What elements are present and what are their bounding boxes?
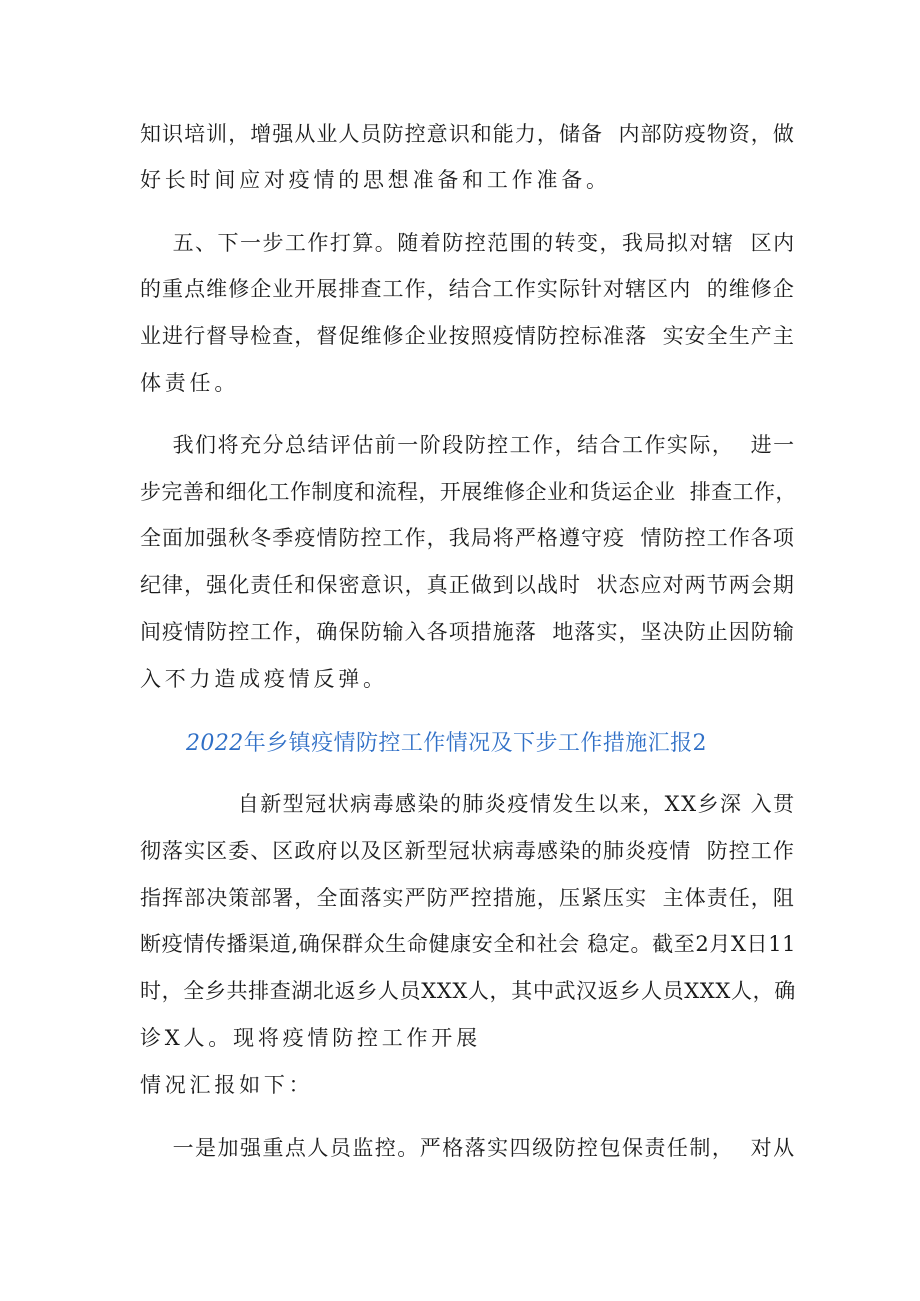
paragraph-3-line-6: 入不力造成疫情反弹。 — [140, 667, 388, 691]
paragraph-2-line-3: 业进行督导检查，督促维修企业按照疫情防控标准落 实安全生产主 — [140, 324, 795, 348]
paragraph-4-line-3: 指挥部决策部署，全面落实严防严控措施，压紧压实 主体责任，阻 — [140, 886, 795, 910]
paragraph-3-line-2: 步完善和细化工作制度和流程，开展维修企业和货运企业 排查工作， — [140, 480, 797, 504]
paragraph-2-line-1: 五、下一步工作打算。随着防控范围的转变，我局拟对辖 区内 — [140, 231, 796, 255]
paragraph-3-line-1: 我们将充分总结评估前一阶段防控工作，结合工作实际， 进一 — [140, 433, 796, 457]
paragraph-4-line-7: 情况汇报如下： — [140, 1073, 314, 1097]
paragraph-3-line-4: 纪律，强化责任和保密意识，真正做到以战时 状态应对两节两会期 — [140, 573, 795, 597]
section-heading-text: 年乡镇疫情防控工作情况及下步工作措施汇报2 — [243, 731, 707, 756]
paragraph-3-line-3: 全面加强秋冬季疫情防控工作，我局将严格遵守疫 情防控工作各项 — [140, 526, 795, 550]
paragraph-2-line-2: 的重点维修企业开展排查工作，结合工作实际针对辖区内 的维修企 — [140, 277, 795, 301]
paragraph-4-line-4: 断疫情传播渠道,确保群众生命健康安全和社会 稳定。截至2月X日11 — [140, 932, 797, 956]
paragraph-4-line-8: 一是加强重点人员监控。严格落实四级防控包保责任制， 对从 — [140, 1136, 796, 1160]
paragraph-1-line-2: 好长时间应对疫情的思想准备和工作准备。 — [140, 168, 611, 192]
paragraph-2-line-4: 体责任。 — [140, 371, 240, 395]
paragraph-4-line-2: 彻落实区委、区政府以及区新型冠状病毒感染的肺炎疫情 防控工作 — [140, 839, 795, 863]
paragraph-3-line-5: 间疫情防控工作，确保防输入各项措施落 地落实，坚决防止因防输 — [140, 620, 795, 644]
paragraph-1-line-1: 知识培训，增强从业人员防控意识和能力，储备 内部防疫物资，做 — [140, 122, 795, 146]
paragraph-4-line-5: 时，全乡共排查湖北返乡人员XXX人，其中武汉返乡人员XXX人，确 — [140, 979, 796, 1003]
section-heading — [186, 730, 707, 758]
paragraph-4-line-1: 自新型冠状病毒感染的肺炎疫情发生以来，XX乡深 入贯 — [140, 792, 796, 816]
paragraph-4-line-6: 诊X人。现将疫情防控工作开展 — [140, 1026, 481, 1050]
section-heading-year: 2022 — [186, 731, 244, 756]
